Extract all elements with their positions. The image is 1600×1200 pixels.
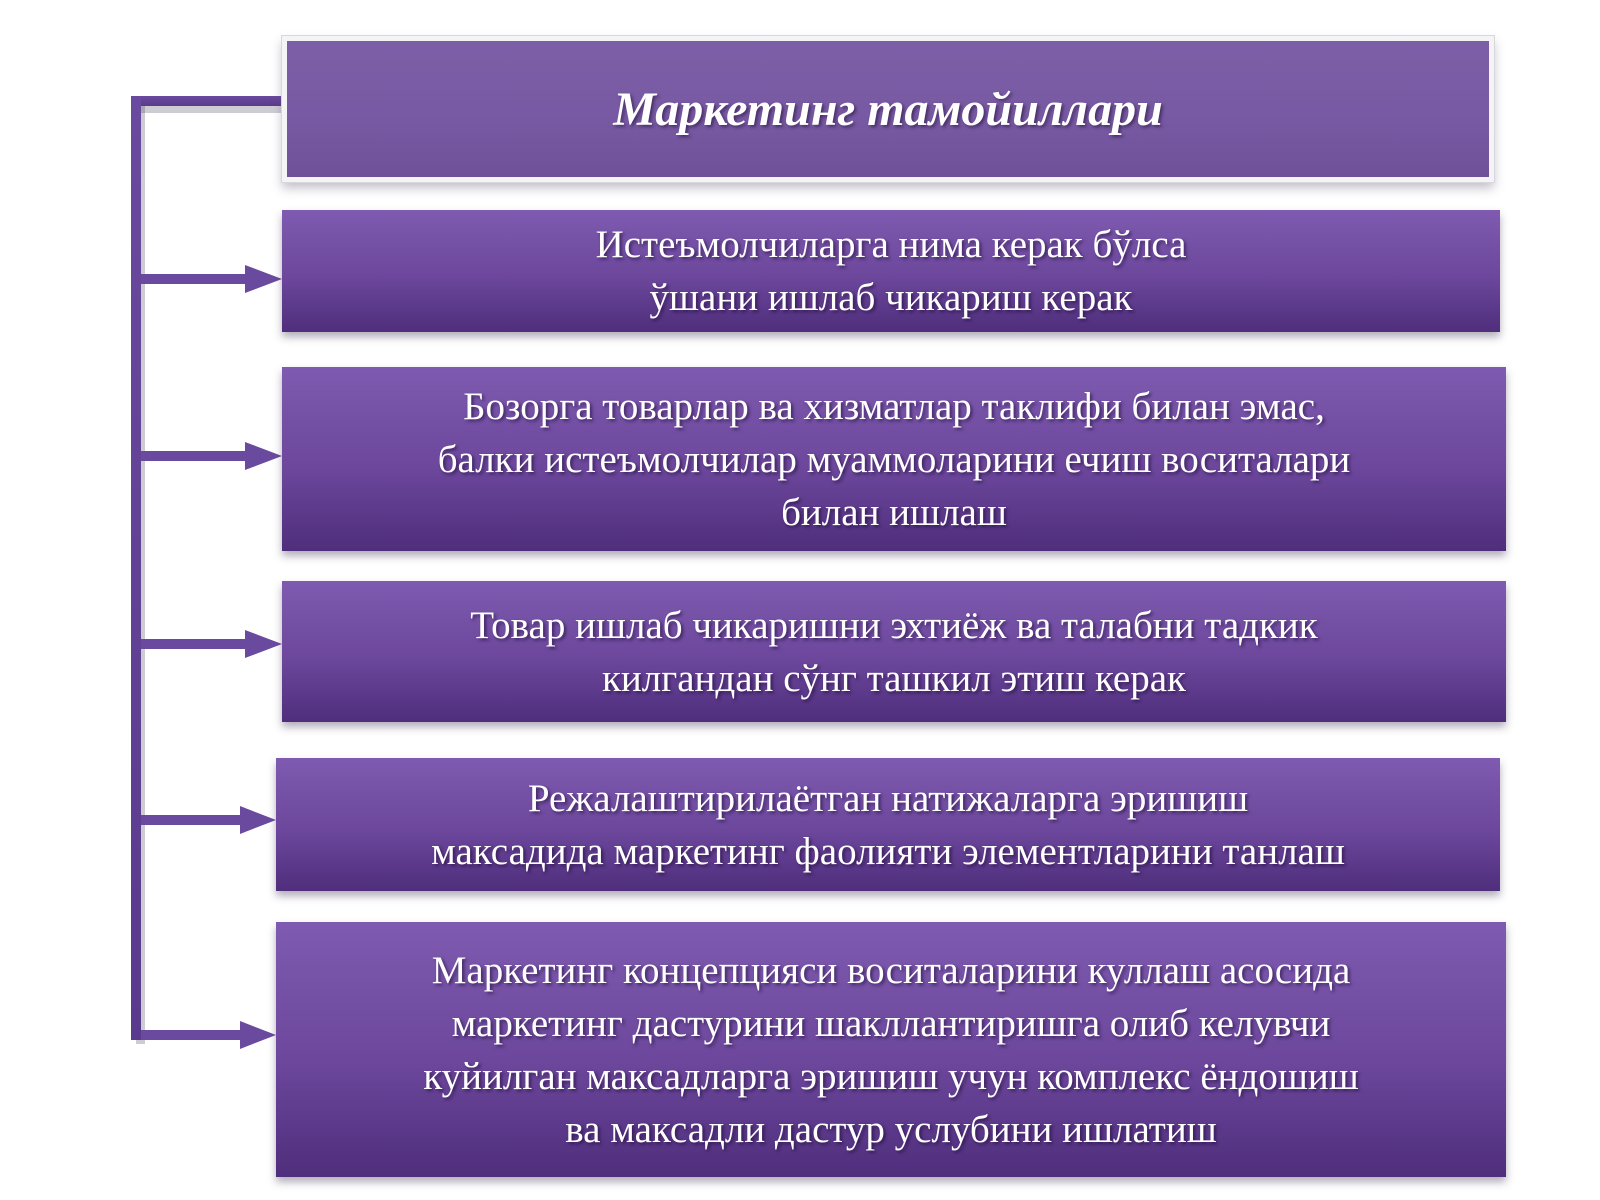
arrow-branch-3 bbox=[141, 630, 282, 658]
principle-2-line-3: билан ишлаш bbox=[781, 490, 1007, 534]
principle-5-line-4: ва максадли дастур услубини ишлатиш bbox=[565, 1107, 1217, 1151]
principle-2-line-2: балки истеъмолчилар муаммоларини ечиш воситалари bbox=[437, 437, 1351, 481]
principle-3-line-1: Товар ишлаб чикаришни эхтиёж ва талабни тадкик bbox=[470, 603, 1318, 647]
principle-3-line-2: килгандан сўнг ташкил этиш керак bbox=[601, 656, 1186, 700]
principle-4-line-2: максадида маркетинг фаолияти элементларини танлаш bbox=[431, 829, 1345, 873]
principle-5-line-1: Маркетинг концепцияси воситаларини куллаш асосида bbox=[431, 948, 1351, 992]
connector-top-stub bbox=[131, 96, 281, 106]
principle-2-line-1: Бозорга товарлар ва хизматлар таклифи билан эмас, bbox=[463, 384, 1325, 428]
principle-box-3 bbox=[282, 581, 1506, 722]
arrow-branch-5 bbox=[141, 1021, 276, 1049]
principle-box-2 bbox=[282, 367, 1506, 551]
principle-text-1 bbox=[596, 218, 1187, 324]
principle-text-5 bbox=[423, 944, 1359, 1156]
principle-1-line-1: Истеъмолчиларга нима керак бўлса bbox=[595, 223, 1187, 266]
connector-trunk bbox=[131, 96, 141, 1040]
diagram-title: Маркетинг тамойиллари bbox=[613, 82, 1163, 136]
principle-box-1 bbox=[282, 210, 1500, 332]
principle-5-line-2: маркетинг дастурини шакллантиришга олиб келувчи bbox=[451, 1001, 1331, 1045]
arrow-branch-4 bbox=[141, 806, 276, 834]
principle-4-line-1: Режалаштирилаётган натижаларга эришиш bbox=[527, 776, 1249, 820]
principle-5-line-3: куйилган максадларга эришиш учун комплекс ёндошиш bbox=[423, 1054, 1359, 1098]
title-box bbox=[282, 36, 1494, 182]
principle-text-3 bbox=[470, 599, 1318, 705]
arrow-branch-1 bbox=[141, 265, 282, 293]
principle-text-2 bbox=[438, 380, 1351, 539]
principle-1-line-2: ўшани ишлаб чикариш керак bbox=[649, 276, 1133, 319]
arrow-branch-2 bbox=[141, 442, 282, 470]
principle-box-4 bbox=[276, 758, 1500, 891]
principle-box-5 bbox=[276, 922, 1506, 1177]
principle-text-4 bbox=[431, 772, 1345, 878]
